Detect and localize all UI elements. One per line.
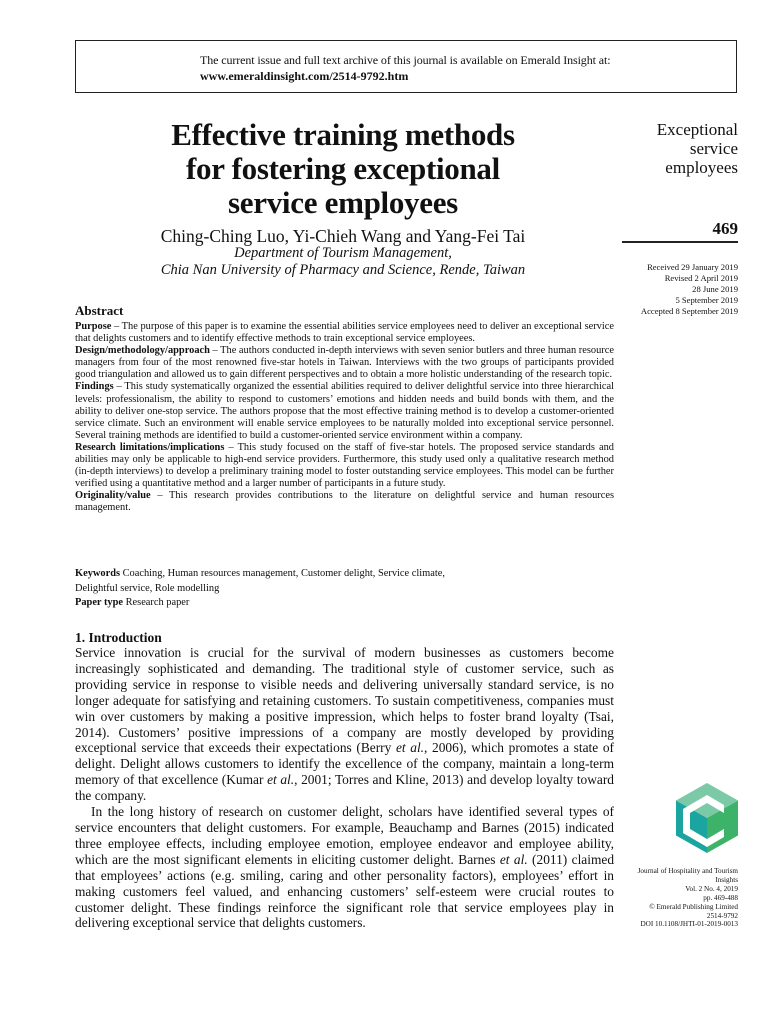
paragraph-text: (2011) claimed that employees’ actions (e.g. smiling, caring and other personality factors), employees’ effort in making customers feel valued, and enhancing customers’ self-esteem were crucial routes to customer delight. These findings reinforce the significant role that service employees play in delivering exceptional service that delights customers.	[75, 851, 615, 931]
article-title	[95, 118, 591, 220]
journal-info-line: Vol. 2 No. 4, 2019	[685, 884, 738, 893]
journal-citation-info	[600, 867, 738, 929]
title-line: for fostering exceptional	[186, 151, 500, 186]
abstract-section	[75, 442, 614, 490]
running-title-line: Exceptional	[656, 120, 738, 139]
abstract-section-label: Originality/value	[75, 490, 151, 502]
abstract-section	[75, 321, 614, 345]
paragraph-text: , 2006), which promotes a state of delight. Delight allows customers to identify the excellence of the company, maintain a long-term memory of that excellence (Kumar	[75, 740, 615, 788]
abstract-section	[75, 381, 614, 441]
keywords-text: Coaching, Human resources management, Customer delight, Service climate,	[120, 568, 445, 579]
journal-availability-banner	[75, 40, 737, 93]
keywords-line	[75, 567, 614, 582]
italic-text: et al.	[395, 740, 425, 756]
abstract-section-label: Purpose	[75, 321, 112, 332]
author-list: Ching-Ching Luo, Yi-Chieh Wang and Yang-Fei Tai	[160, 226, 526, 246]
journal-info-line: Journal of Hospitality and Tourism	[637, 867, 738, 875]
body-paragraph	[75, 645, 614, 804]
journal-info-line: 2514-9792	[706, 911, 738, 920]
doi-link[interactable]: DOI 10.1108/JHTI-01-2019-0013	[640, 920, 738, 929]
running-title	[600, 120, 738, 177]
title-line: service employees	[228, 185, 458, 220]
abstract-section-text: – The authors conducted in-depth interviews with seven senior butlers and three human resource managers from four of the most renowned five-star hotels in Taiwan. Interviews with the two groups of participants provided good triangulation and allowed us to gain different perspectives and to obtain a more holistic understanding of the research topic.	[75, 345, 614, 381]
abstract-section-text: – The purpose of this paper is to examine the essential abilities service employees need to deliver an exceptional service that delights customers and to identify effective methods to train exceptional service employees.	[75, 321, 614, 345]
running-title-line: service	[689, 139, 738, 158]
paper-type-line	[75, 596, 614, 611]
section-heading-introduction: 1. Introduction	[75, 630, 162, 645]
affiliation	[95, 245, 591, 279]
abstract-section-label: Design/methodology/approach	[75, 345, 210, 357]
abstract-section-label: Research limitations/implications	[75, 441, 225, 453]
emerald-publishing-logo	[676, 783, 738, 853]
abstract-body	[75, 321, 614, 515]
italic-text: et al.	[267, 772, 295, 788]
banner-text: The current issue and full text archive of this journal is available on Emerald Insight at:	[200, 53, 611, 67]
abstract-section-text: – This research provides contributions to the literature on delightful service and human resources management.	[75, 490, 614, 514]
date-line: 28 June 2019	[692, 284, 738, 294]
date-line: 5 September 2019	[675, 295, 738, 305]
abstract-section-label: Findings	[75, 381, 114, 393]
abstract-section	[75, 490, 614, 514]
journal-info-line: © Emerald Publishing Limited	[649, 902, 738, 911]
paragraph-text: In the long history of research on customer delight, scholars have identified several types of service encounters that delight customers. For example, Beauchamp and Barnes (2015) indicated three employee effects, including employee emotion, employee endeavor and employee ability, which are the most significant elements in eliciting customer delight. Barnes	[75, 804, 614, 867]
keywords-label: Keywords	[75, 568, 121, 579]
page-number: 469	[712, 219, 738, 238]
journal-info-line: Insights	[715, 875, 738, 884]
submission-dates	[600, 262, 738, 317]
introduction-body	[75, 645, 614, 931]
paper-type-label: Paper type	[75, 597, 124, 609]
affiliation-department: Department of Tourism Management,	[234, 245, 452, 261]
affiliation-institution: Chia Nan University of Pharmacy and Science, Rende, Taiwan	[160, 262, 526, 278]
paragraph-text: , 2001; Torres and Kline, 2013) and develop loyalty toward the company.	[75, 772, 614, 804]
paper-type-text: Research paper	[123, 597, 190, 609]
date-line: Revised 2 April 2019	[664, 273, 738, 283]
date-line: Received 29 January 2019	[647, 262, 738, 272]
running-title-line: employees	[665, 158, 738, 177]
body-paragraph	[75, 804, 614, 931]
keywords-line: Delightful service, Role modelling	[75, 582, 220, 594]
paragraph-text: Service innovation is crucial for the survival of modern businesses as customers become increasingly sophisticated and demanding. The traditional style of customer service, such as providing service in response to visible needs and delivering universally standard service, is no longer adequate for satisfying and retaining customers. To sustain competitiveness, companies must win over customers by making a positive impression, which helps to foster brand loyalty (Tsai, 2014). Customers’ positive impressions of a company are mostly developed by providing exceptional service that exceeds their expectations (Berry	[75, 645, 614, 756]
title-line: Effective training methods	[171, 117, 515, 152]
page-number-rule	[622, 241, 738, 243]
date-line: Accepted 8 September 2019	[640, 306, 738, 316]
journal-info-line: pp. 469-488	[703, 893, 738, 902]
abstract-section-text: – This study focused on the staff of five-star hotels. The proposed service standards and abilities may only be applicable to high-end service providers. Furthermore, this study used only a qualitative research method (in-depth interviews) to develop a preliminary training model to foster outstanding service employees. This model can be further verified using a quantitative method and a larger number of participants in a future study.	[75, 441, 614, 490]
keywords-block	[75, 567, 614, 611]
italic-text: et al.	[499, 851, 528, 867]
abstract-heading: Abstract	[75, 303, 124, 318]
abstract-section-text: – This study systematically organized the essential abilities required to deliver delightful service into three hierarchical levels: professionalism, the ability to respond to customers’ emotions and hidden needs and build bonds with them, and the ability to deliver one-stop service. The authors propose that the most effective training method is to develop a customer-oriented service climate. Such an environment will enable service employees to be naturally molded into exceptional service personnel. Several training methods are identified to build a customer-oriented service environment within a company.	[75, 381, 614, 441]
banner-url-link[interactable]: www.emeraldinsight.com/2514-9792.htm	[200, 69, 409, 83]
abstract-section	[75, 345, 614, 381]
